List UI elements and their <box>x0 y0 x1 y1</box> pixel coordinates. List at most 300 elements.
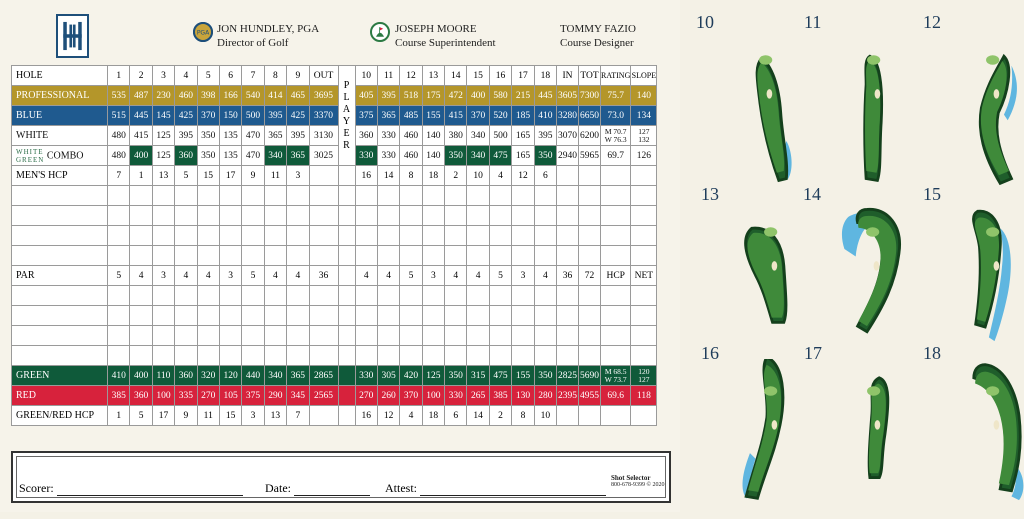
blank-cell[interactable] <box>422 186 444 206</box>
blank-cell[interactable] <box>579 246 601 266</box>
player-score-row <box>12 346 657 366</box>
blank-cell[interactable] <box>219 286 241 306</box>
score-cell: 3370 <box>309 106 338 126</box>
blank-cell[interactable] <box>242 246 264 266</box>
blank-cell[interactable] <box>219 306 241 326</box>
blank-cell[interactable] <box>400 246 422 266</box>
blank-cell[interactable] <box>175 246 197 266</box>
blank-cell[interactable] <box>512 306 534 326</box>
blank-cell[interactable] <box>489 326 511 346</box>
blank-cell[interactable] <box>338 226 355 246</box>
blank-cell[interactable] <box>601 226 631 246</box>
hole-number: 13 <box>701 184 719 204</box>
blank-cell[interactable] <box>130 286 152 306</box>
blank-cell[interactable] <box>557 286 579 306</box>
blank-cell[interactable] <box>130 226 152 246</box>
attest-label: Attest: <box>385 481 417 495</box>
blank-cell[interactable] <box>287 226 309 246</box>
score-cell: 414 <box>264 86 286 106</box>
date-field[interactable] <box>265 481 370 496</box>
score-cell: 350 <box>445 146 467 166</box>
blank-cell[interactable] <box>579 286 601 306</box>
score-cell: 415 <box>445 106 467 126</box>
blank-cell[interactable] <box>287 286 309 306</box>
blank-cell[interactable] <box>631 326 657 346</box>
score-cell: 4 <box>377 266 399 286</box>
blank-cell[interactable] <box>242 346 264 366</box>
blank-cell[interactable] <box>130 326 152 346</box>
blank-label[interactable] <box>12 186 108 206</box>
score-cell: 3070 <box>557 126 579 146</box>
scorer-field[interactable] <box>19 481 243 496</box>
blank-cell[interactable] <box>338 246 355 266</box>
blank-cell[interactable] <box>338 206 355 226</box>
score-cell: 365 <box>287 146 309 166</box>
blank-cell[interactable] <box>287 246 309 266</box>
score-cell: 500 <box>489 126 511 146</box>
score-cell: 4 <box>489 166 511 186</box>
blank-cell[interactable] <box>400 286 422 306</box>
blank-cell[interactable] <box>467 206 489 226</box>
blank-label[interactable] <box>12 206 108 226</box>
blank-cell[interactable] <box>287 206 309 226</box>
header-cell: 3 <box>152 66 174 86</box>
blank-cell[interactable] <box>400 306 422 326</box>
blank-cell[interactable] <box>377 186 399 206</box>
blank-cell[interactable] <box>130 306 152 326</box>
date-label: Date: <box>265 481 291 495</box>
blank-cell[interactable] <box>534 186 556 206</box>
blank-cell[interactable] <box>377 206 399 226</box>
blank-cell[interactable] <box>355 286 377 306</box>
blank-cell[interactable] <box>377 346 399 366</box>
score-cell: 4 <box>287 266 309 286</box>
blank-cell[interactable] <box>579 346 601 366</box>
blank-cell[interactable] <box>400 346 422 366</box>
blank-cell[interactable] <box>264 206 286 226</box>
score-cell: 345 <box>287 386 309 406</box>
blank-cell[interactable] <box>175 206 197 226</box>
blank-cell[interactable] <box>264 226 286 246</box>
blank-cell[interactable] <box>197 206 219 226</box>
blank-cell[interactable] <box>152 286 174 306</box>
blank-cell[interactable] <box>108 306 130 326</box>
blank-cell[interactable] <box>601 306 631 326</box>
blank-cell[interactable] <box>467 226 489 246</box>
score-cell <box>579 406 601 426</box>
blank-cell[interactable] <box>264 306 286 326</box>
blank-cell[interactable] <box>534 206 556 226</box>
blank-cell[interactable] <box>512 206 534 226</box>
blank-cell[interactable] <box>355 206 377 226</box>
blank-cell[interactable] <box>242 306 264 326</box>
score-cell: 385 <box>108 386 130 406</box>
blank-cell[interactable] <box>175 346 197 366</box>
blank-cell[interactable] <box>108 206 130 226</box>
score-cell: 3025 <box>309 146 338 166</box>
score-cell: 260 <box>377 386 399 406</box>
blank-cell[interactable] <box>467 346 489 366</box>
brand-phone: 800-678-9399 <box>611 482 645 488</box>
blank-cell[interactable] <box>534 326 556 346</box>
score-cell: 73.0 <box>601 106 631 126</box>
blank-cell[interactable] <box>175 186 197 206</box>
blank-cell[interactable] <box>377 306 399 326</box>
score-cell: 5 <box>242 266 264 286</box>
blank-cell[interactable] <box>197 326 219 346</box>
blank-cell[interactable] <box>467 186 489 206</box>
score-cell <box>631 166 657 186</box>
blank-cell[interactable] <box>152 306 174 326</box>
blank-cell[interactable] <box>338 286 355 306</box>
blank-cell[interactable] <box>557 306 579 326</box>
blank-cell[interactable] <box>175 306 197 326</box>
blank-cell[interactable] <box>631 286 657 306</box>
blank-cell[interactable] <box>309 326 338 346</box>
blank-cell[interactable] <box>287 186 309 206</box>
score-cell: 1 <box>130 166 152 186</box>
header-cell: OUT <box>309 66 338 86</box>
blank-cell[interactable] <box>512 326 534 346</box>
blank-cell[interactable] <box>219 326 241 346</box>
blank-cell[interactable] <box>219 246 241 266</box>
blank-cell[interactable] <box>242 326 264 346</box>
blank-cell[interactable] <box>422 286 444 306</box>
score-cell: 440 <box>242 366 264 386</box>
blank-label[interactable] <box>12 246 108 266</box>
header-cell: 1 <box>108 66 130 86</box>
score-cell: 130 <box>512 386 534 406</box>
score-cell: 2 <box>489 406 511 426</box>
blank-cell[interactable] <box>631 346 657 366</box>
blank-cell[interactable] <box>264 186 286 206</box>
score-cell: 4 <box>467 266 489 286</box>
shot-selector-logo <box>611 475 665 489</box>
blank-cell[interactable] <box>512 226 534 246</box>
blank-cell[interactable] <box>197 346 219 366</box>
blank-cell[interactable] <box>355 326 377 346</box>
blank-cell[interactable] <box>264 346 286 366</box>
score-cell: 165 <box>512 126 534 146</box>
blank-cell[interactable] <box>445 206 467 226</box>
blank-cell[interactable] <box>631 206 657 226</box>
score-cell: 75.7 <box>601 86 631 106</box>
player-spacer <box>338 406 355 426</box>
blank-cell[interactable] <box>467 286 489 306</box>
score-cell: 140 <box>631 86 657 106</box>
staff-designer <box>560 22 636 50</box>
blank-cell[interactable] <box>601 346 631 366</box>
blank-cell[interactable] <box>309 286 338 306</box>
blank-cell[interactable] <box>355 186 377 206</box>
score-cell: 400 <box>130 366 152 386</box>
blank-cell[interactable] <box>579 306 601 326</box>
blank-cell[interactable] <box>631 246 657 266</box>
blank-cell[interactable] <box>445 346 467 366</box>
blank-cell[interactable] <box>287 326 309 346</box>
blank-cell[interactable] <box>579 206 601 226</box>
brand-name: Shot Selector <box>611 474 651 482</box>
score-cell: 17 <box>152 406 174 426</box>
blank-cell[interactable] <box>467 246 489 266</box>
blank-cell[interactable] <box>309 226 338 246</box>
score-cell: 2940 <box>557 146 579 166</box>
blank-cell[interactable] <box>400 186 422 206</box>
hole-number: 10 <box>696 12 714 32</box>
blank-cell[interactable] <box>309 306 338 326</box>
blank-cell[interactable] <box>355 226 377 246</box>
blank-cell[interactable] <box>130 346 152 366</box>
blank-cell[interactable] <box>400 226 422 246</box>
score-cell: 118 <box>631 386 657 406</box>
blank-cell[interactable] <box>557 226 579 246</box>
rating-cell: M 70.7 W 76.3 <box>601 126 631 146</box>
blank-cell[interactable] <box>355 306 377 326</box>
blank-cell[interactable] <box>422 246 444 266</box>
staff-director <box>217 22 319 50</box>
score-cell: 2 <box>445 166 467 186</box>
score-cell: 230 <box>152 86 174 106</box>
blank-cell[interactable] <box>242 186 264 206</box>
header-cell: 2 <box>130 66 152 86</box>
score-cell: 445 <box>130 106 152 126</box>
score-cell: 165 <box>512 146 534 166</box>
blank-label[interactable] <box>12 286 108 306</box>
blank-cell[interactable] <box>422 206 444 226</box>
score-cell: 5690 <box>579 366 601 386</box>
blank-cell[interactable] <box>108 346 130 366</box>
score-cell: 335 <box>175 386 197 406</box>
blank-cell[interactable] <box>422 326 444 346</box>
staff-name: JOSEPH MOORE <box>395 23 477 35</box>
row-blue <box>12 106 657 126</box>
hole-number: 12 <box>923 12 941 32</box>
header-cell: RATING <box>601 66 631 86</box>
blank-cell[interactable] <box>445 286 467 306</box>
blank-cell[interactable] <box>338 306 355 326</box>
blank-cell[interactable] <box>557 186 579 206</box>
blank-cell[interactable] <box>601 326 631 346</box>
blank-cell[interactable] <box>175 326 197 346</box>
blank-cell[interactable] <box>601 286 631 306</box>
blank-cell[interactable] <box>355 246 377 266</box>
blank-cell[interactable] <box>242 286 264 306</box>
blank-cell[interactable] <box>445 246 467 266</box>
score-cell: 4 <box>264 266 286 286</box>
blank-cell[interactable] <box>489 206 511 226</box>
blank-cell[interactable] <box>152 246 174 266</box>
score-cell: 320 <box>197 366 219 386</box>
score-cell: 420 <box>400 366 422 386</box>
blank-cell[interactable] <box>512 186 534 206</box>
blank-cell[interactable] <box>287 346 309 366</box>
blank-cell[interactable] <box>489 306 511 326</box>
blank-cell[interactable] <box>377 326 399 346</box>
rating-cell: M 68.5 W 73.7 <box>601 366 631 386</box>
score-cell: 350 <box>197 126 219 146</box>
blank-cell[interactable] <box>264 326 286 346</box>
player-score-row <box>12 326 657 346</box>
score-cell: 270 <box>197 386 219 406</box>
hole-diagram-15 <box>937 200 1024 360</box>
blank-cell[interactable] <box>601 246 631 266</box>
blank-label[interactable] <box>12 346 108 366</box>
blank-cell[interactable] <box>338 346 355 366</box>
score-cell: 6 <box>445 406 467 426</box>
blank-cell[interactable] <box>130 246 152 266</box>
score-cell: 3 <box>422 266 444 286</box>
blank-cell[interactable] <box>534 246 556 266</box>
blank-cell[interactable] <box>422 226 444 246</box>
blank-cell[interactable] <box>377 226 399 246</box>
blank-cell[interactable] <box>197 186 219 206</box>
blank-cell[interactable] <box>489 186 511 206</box>
blank-cell[interactable] <box>534 306 556 326</box>
score-cell: 370 <box>467 106 489 126</box>
blank-cell[interactable] <box>309 186 338 206</box>
blank-cell[interactable] <box>400 206 422 226</box>
blank-cell[interactable] <box>108 186 130 206</box>
blank-cell[interactable] <box>601 186 631 206</box>
blank-cell[interactable] <box>422 306 444 326</box>
score-cell: 126 <box>631 146 657 166</box>
blank-label[interactable] <box>12 326 108 346</box>
header-cell: TOT <box>579 66 601 86</box>
blank-cell[interactable] <box>264 246 286 266</box>
blank-cell[interactable] <box>489 226 511 246</box>
blank-cell[interactable] <box>512 246 534 266</box>
blank-cell[interactable] <box>309 206 338 226</box>
score-cell: 12 <box>377 406 399 426</box>
blank-cell[interactable] <box>557 206 579 226</box>
score-cell: 16 <box>355 166 377 186</box>
blank-cell[interactable] <box>631 226 657 246</box>
blank-cell[interactable] <box>512 286 534 306</box>
score-cell: 7 <box>287 406 309 426</box>
score-cell: 400 <box>467 86 489 106</box>
blank-cell[interactable] <box>152 186 174 206</box>
blank-cell[interactable] <box>197 246 219 266</box>
score-cell: 580 <box>489 86 511 106</box>
score-cell: 18 <box>422 406 444 426</box>
blank-cell[interactable] <box>108 326 130 346</box>
score-cell: 330 <box>355 366 377 386</box>
blank-cell[interactable] <box>534 226 556 246</box>
blank-cell[interactable] <box>219 206 241 226</box>
score-cell: 395 <box>264 106 286 126</box>
blank-cell[interactable] <box>219 186 241 206</box>
blank-cell[interactable] <box>400 326 422 346</box>
score-cell: 36 <box>557 266 579 286</box>
blank-cell[interactable] <box>219 226 241 246</box>
blank-cell[interactable] <box>601 206 631 226</box>
blank-cell[interactable] <box>152 226 174 246</box>
blank-label[interactable] <box>12 226 108 246</box>
score-cell: 535 <box>108 86 130 106</box>
blank-cell[interactable] <box>445 306 467 326</box>
score-cell: 145 <box>152 106 174 126</box>
blank-label[interactable] <box>12 306 108 326</box>
blank-cell[interactable] <box>197 306 219 326</box>
blank-cell[interactable] <box>489 286 511 306</box>
row-red <box>12 386 657 406</box>
blank-cell[interactable] <box>219 346 241 366</box>
blank-cell[interactable] <box>377 286 399 306</box>
blank-cell[interactable] <box>579 326 601 346</box>
blank-cell[interactable] <box>489 246 511 266</box>
score-cell: 3 <box>242 406 264 426</box>
blank-cell[interactable] <box>355 346 377 366</box>
attest-field[interactable] <box>385 481 606 496</box>
blank-cell[interactable] <box>152 326 174 346</box>
blank-cell[interactable] <box>557 246 579 266</box>
score-cell: 10 <box>534 406 556 426</box>
hole-diagram-18 <box>937 359 1024 519</box>
blank-cell[interactable] <box>467 326 489 346</box>
blank-cell[interactable] <box>242 226 264 246</box>
score-cell: 4 <box>355 266 377 286</box>
blank-cell[interactable] <box>467 306 489 326</box>
score-cell: 395 <box>377 86 399 106</box>
score-cell: 460 <box>400 146 422 166</box>
blank-cell[interactable] <box>175 226 197 246</box>
blank-cell[interactable] <box>512 346 534 366</box>
blank-cell[interactable] <box>197 226 219 246</box>
blank-cell[interactable] <box>534 286 556 306</box>
blank-cell[interactable] <box>557 326 579 346</box>
blank-cell[interactable] <box>338 326 355 346</box>
blank-cell[interactable] <box>534 346 556 366</box>
blank-cell[interactable] <box>108 246 130 266</box>
blank-cell[interactable] <box>631 186 657 206</box>
blank-cell[interactable] <box>557 346 579 366</box>
score-cell: 125 <box>152 126 174 146</box>
player-column: P L A Y E R <box>338 66 355 166</box>
blank-cell[interactable] <box>309 246 338 266</box>
hole-number: 15 <box>923 184 941 204</box>
blank-cell[interactable] <box>309 346 338 366</box>
blank-cell[interactable] <box>287 306 309 326</box>
row-label: GREEN/RED HCP <box>12 406 108 426</box>
row-label: WHITE <box>12 126 108 146</box>
blank-cell[interactable] <box>108 226 130 246</box>
blank-cell[interactable] <box>264 286 286 306</box>
blank-cell[interactable] <box>422 346 444 366</box>
score-cell: 470 <box>242 126 264 146</box>
blank-cell[interactable] <box>152 346 174 366</box>
blank-cell[interactable] <box>579 226 601 246</box>
blank-cell[interactable] <box>130 206 152 226</box>
blank-cell[interactable] <box>130 186 152 206</box>
score-cell <box>557 406 579 426</box>
blank-cell[interactable] <box>631 306 657 326</box>
blank-cell[interactable] <box>338 186 355 206</box>
blank-cell[interactable] <box>489 346 511 366</box>
blank-cell[interactable] <box>445 186 467 206</box>
blank-cell[interactable] <box>445 226 467 246</box>
score-cell: 375 <box>355 106 377 126</box>
blank-cell[interactable] <box>108 286 130 306</box>
blank-cell[interactable] <box>445 326 467 346</box>
blank-cell[interactable] <box>197 286 219 306</box>
blank-cell[interactable] <box>152 206 174 226</box>
score-cell: 69.6 <box>601 386 631 406</box>
blank-cell[interactable] <box>377 246 399 266</box>
blank-cell[interactable] <box>242 206 264 226</box>
score-cell: 120 <box>219 366 241 386</box>
blank-cell[interactable] <box>579 186 601 206</box>
blank-cell[interactable] <box>175 286 197 306</box>
